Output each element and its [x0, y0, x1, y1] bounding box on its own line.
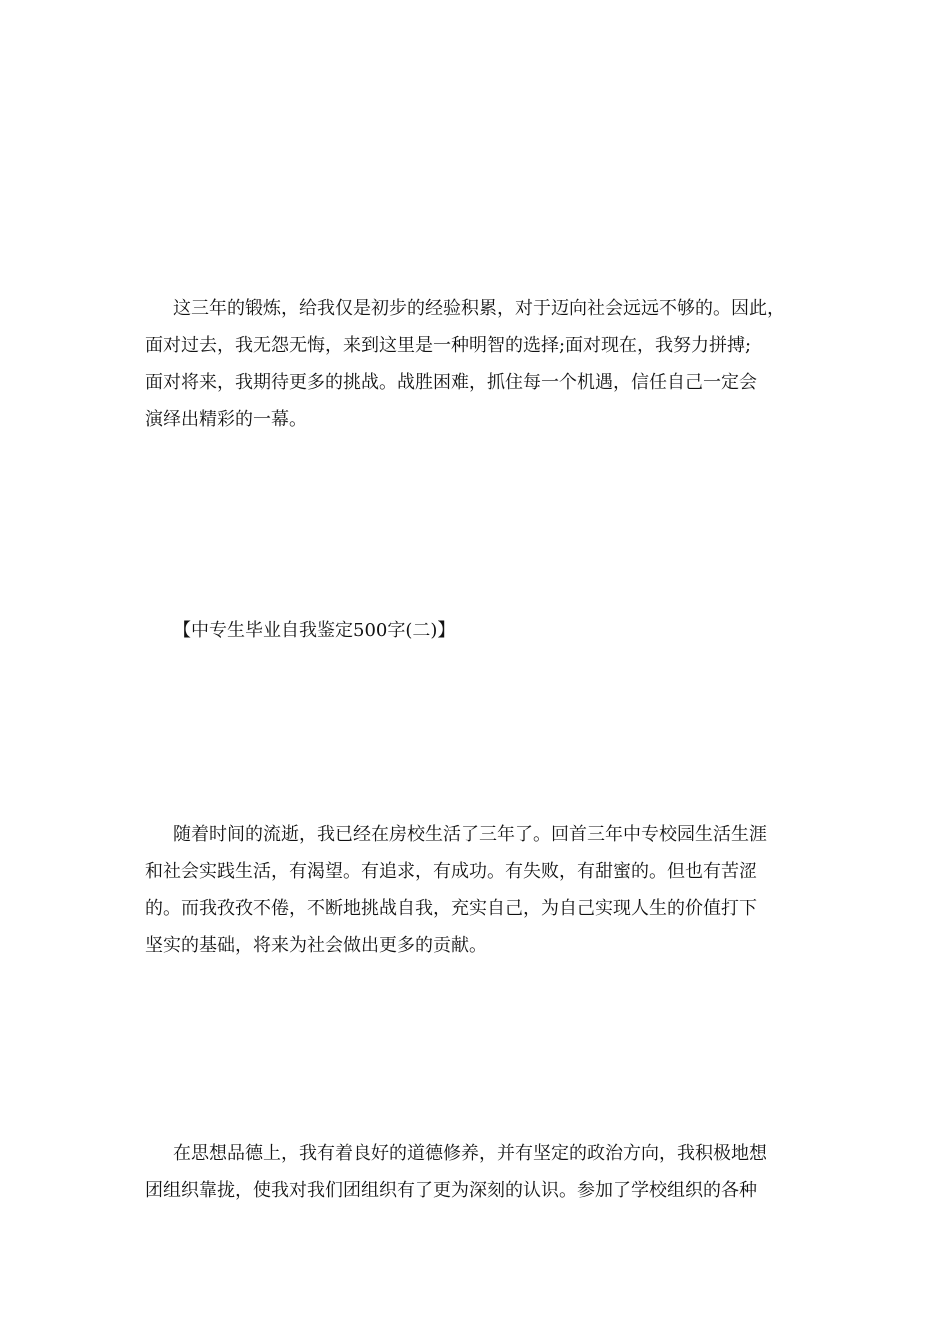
paragraph-line: 坚实的基础，将来为社会做出更多的贡献。 — [145, 935, 487, 956]
section-heading-text: 【中专生毕业自我鉴定500字(二)】 — [173, 620, 456, 641]
paragraph-line: 面对将来，我期待更多的挑战。战胜困难，抓住每一个机遇，信任自己一定会 — [145, 372, 757, 393]
paragraph-line: 团组织靠拢，使我对我们团组织有了更为深刻的认识。参加了学校组织的各种 — [145, 1180, 757, 1201]
paragraph-1 — [145, 290, 835, 438]
paragraph-line: 随着时间的流逝，我已经在房校生活了三年了。回首三年中专校园生活生涯 — [173, 824, 767, 845]
paragraph-line: 面对过去，我无怨无悔，来到这里是一种明智的选择;面对现在，我努力拼搏; — [145, 335, 752, 356]
paragraph-line: 演绎出精彩的一幕。 — [145, 409, 307, 430]
paragraph-line: 和社会实践生活，有渴望。有追求，有成功。有失败，有甜蜜的。但也有苦涩 — [145, 861, 757, 882]
paragraph-line: 在思想品德上，我有着良好的道德修养，并有坚定的政治方向，我积极地想 — [173, 1143, 767, 1164]
paragraph-2 — [145, 816, 835, 964]
paragraph-line: 这三年的锻炼，给我仅是初步的经验积累，对于迈向社会远远不够的。因此， — [173, 298, 785, 319]
paragraph-3 — [145, 1135, 835, 1209]
paragraph-line: 的。而我孜孜不倦，不断地挑战自我，充实自己，为自己实现人生的价值打下 — [145, 898, 757, 919]
section-heading — [173, 612, 863, 649]
